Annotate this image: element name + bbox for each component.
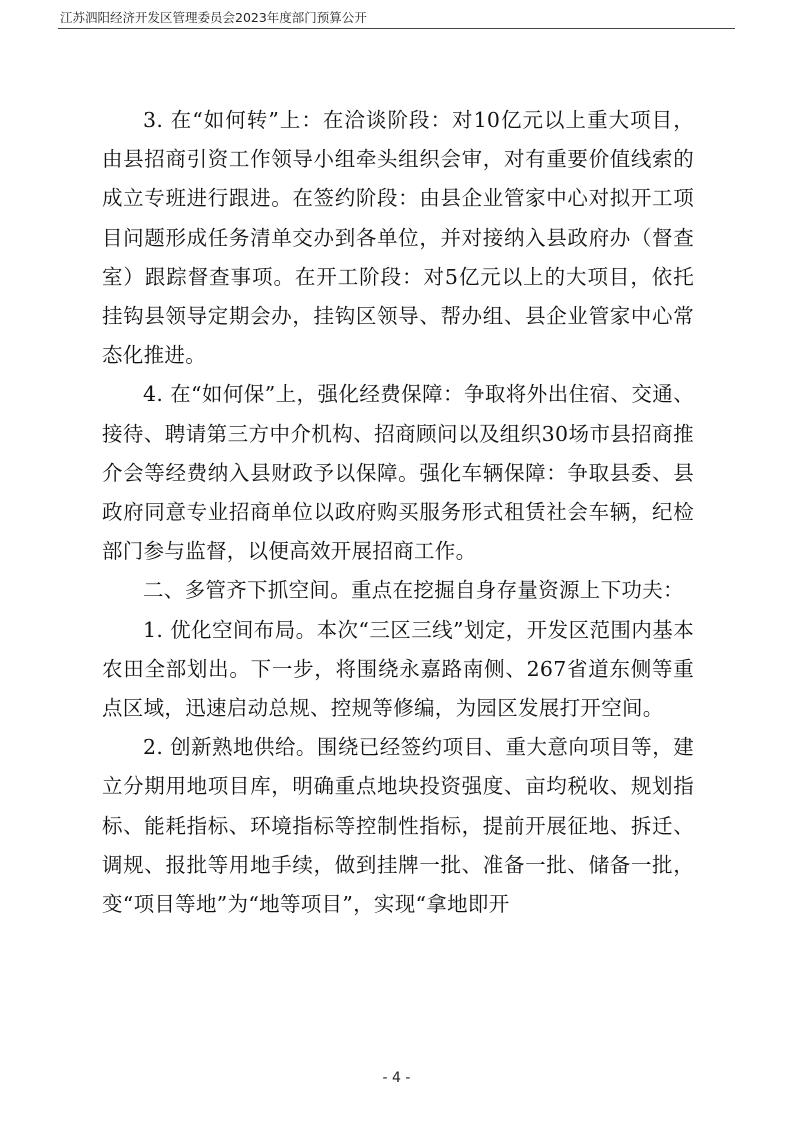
paragraph-how-to-guarantee: 4. 在“如何保”上，强化经费保障：争取将外出住宿、交通、接待、聘请第三方中介机构、招商顾问以及组织30场市县招商推介会等经费纳入县财政予以保障。强化车辆保障：争取县委、县政府同意专业招商单位以政府购买服务形式租赁社会车辆，纪检部门参与监督，以便高效开展招商工作。 bbox=[102, 382, 694, 564]
paragraph-how-to-transform: 3. 在“如何转”上：在洽谈阶段：对10亿元以上重大项目，由县招商引资工作领导小组牵头组织会审，对有重要价值线索的成立专班进行跟进。在签约阶段：由县企业管家中心对拟开工项目问题形成任务清单交办到各单位，并对接纳入县政府办（督查室）跟踪督查事项。在开工阶段：对5亿元以上的大项目，依托挂钩县领导定期会办，挂钩区领导、帮办组、县企业管家中心常态化推进。 bbox=[102, 108, 694, 368]
paragraph-section-two-space: 二、多管齐下抓空间。重点在挖掘自身存量资源上下功夫： bbox=[143, 578, 684, 603]
document-header: 江苏泗阳经济开发区管理委员会2023年度部门预算公开 bbox=[60, 10, 367, 25]
page-number: - 4 - bbox=[382, 1070, 411, 1086]
paragraph-land-supply: 2. 创新熟地供给。围绕已经签约项目、重大意向项目等，建立分期用地项目库，明确重点地块投资强度、亩均税收、规划指标、能耗指标、环境指标等控制性指标，提前开展征地、拆迁、调规、报批等用地手续，做到挂牌一批、准备一批、储备一批，变“项目等地”为“地等项目”，实现“拿地即开 bbox=[102, 735, 694, 917]
document-body bbox=[102, 101, 694, 924]
header-divider bbox=[58, 28, 735, 29]
paragraph-optimize-layout: 1. 优化空间布局。本次“三区三线”划定，开发区范围内基本农田全部划出。下一步，将围绕永嘉路南侧、267省道东侧等重点区域，迅速启动总规、控规等修编，为园区发展打开空间。 bbox=[102, 617, 694, 721]
